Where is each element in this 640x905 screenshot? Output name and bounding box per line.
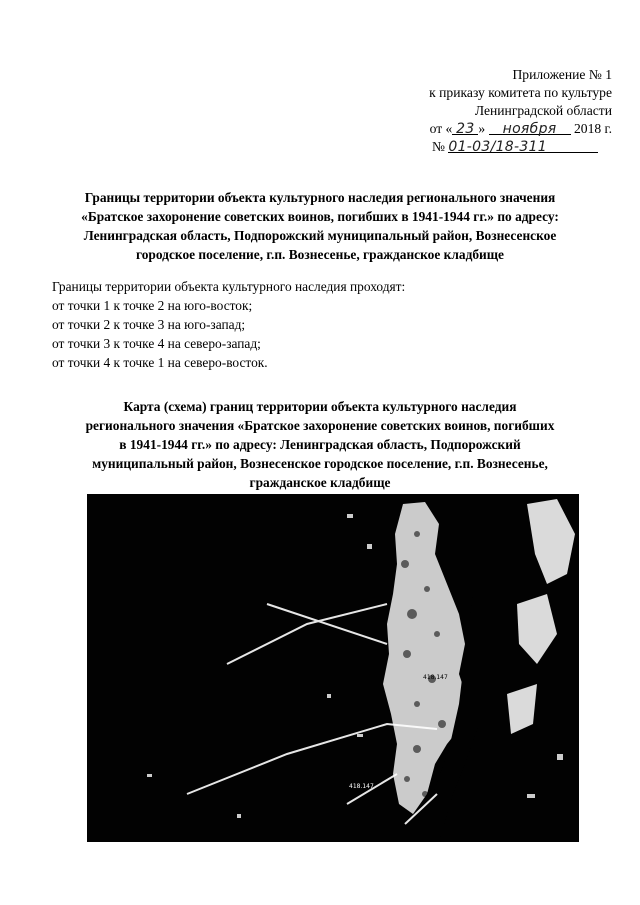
boundary-item: от точки 2 к точке 3 на юго-запад; <box>52 317 246 332</box>
appendix-order-line: к приказу комитета по культуре <box>429 85 612 100</box>
boundary-item: от точки 4 к точке 1 на северо-восток. <box>52 355 268 370</box>
map-title <box>40 397 600 492</box>
boundary-item: от точки 1 к точке 2 на юго-восток; <box>52 298 253 313</box>
number-prefix: № <box>432 139 445 154</box>
appendix-title: Приложение № 1 <box>512 67 612 82</box>
map-title-line: гражданское кладбище <box>249 475 391 490</box>
map-title-line: в 1941-1944 гг.» по адресу: Ленинградская область, Подпорожский <box>119 437 521 452</box>
appendix-number-line <box>352 138 612 156</box>
title-line: Границы территории объекта культурного наследия регионального значения <box>84 190 556 205</box>
appendix-region-line: Ленинградской области <box>474 103 612 118</box>
map-label: 418.147 <box>423 674 448 681</box>
map-label: 418.147 <box>349 783 374 790</box>
appendix-date-line <box>352 120 612 138</box>
boundaries-intro: Границы территории объекта культурного наследия проходят: <box>52 279 406 294</box>
document-title <box>40 188 600 264</box>
appendix-header <box>352 66 612 156</box>
date-prefix: от « <box>429 121 453 136</box>
date-mid: » <box>478 121 486 136</box>
title-line: «Братское захоронение советских воинов, погибших в 1941-1944 гг.» по адресу: <box>81 209 559 224</box>
boundary-item: от точки 3 к точке 4 на северо-запад; <box>52 336 261 351</box>
date-day: 23 <box>452 120 478 135</box>
title-line: городское поселение, г.п. Вознесенье, гражданское кладбище <box>135 247 504 262</box>
number-value: 01-03/18-311 <box>448 138 598 153</box>
map-title-line: регионального значения «Братское захоронение советских воинов, погибших <box>85 418 555 433</box>
date-month: ноября <box>489 120 571 135</box>
date-year: 2018 г. <box>573 121 612 136</box>
satellite-map <box>87 494 579 842</box>
map-title-line: муниципальный район, Вознесенское городское поселение, г.п. Вознесенье, <box>92 456 548 471</box>
boundaries-description <box>52 277 572 372</box>
title-line: Ленинградская область, Подпорожский муниципальный район, Вознесенское <box>83 228 557 243</box>
map-title-line: Карта (схема) границ территории объекта культурного наследия <box>123 399 517 414</box>
map-image <box>87 494 579 842</box>
